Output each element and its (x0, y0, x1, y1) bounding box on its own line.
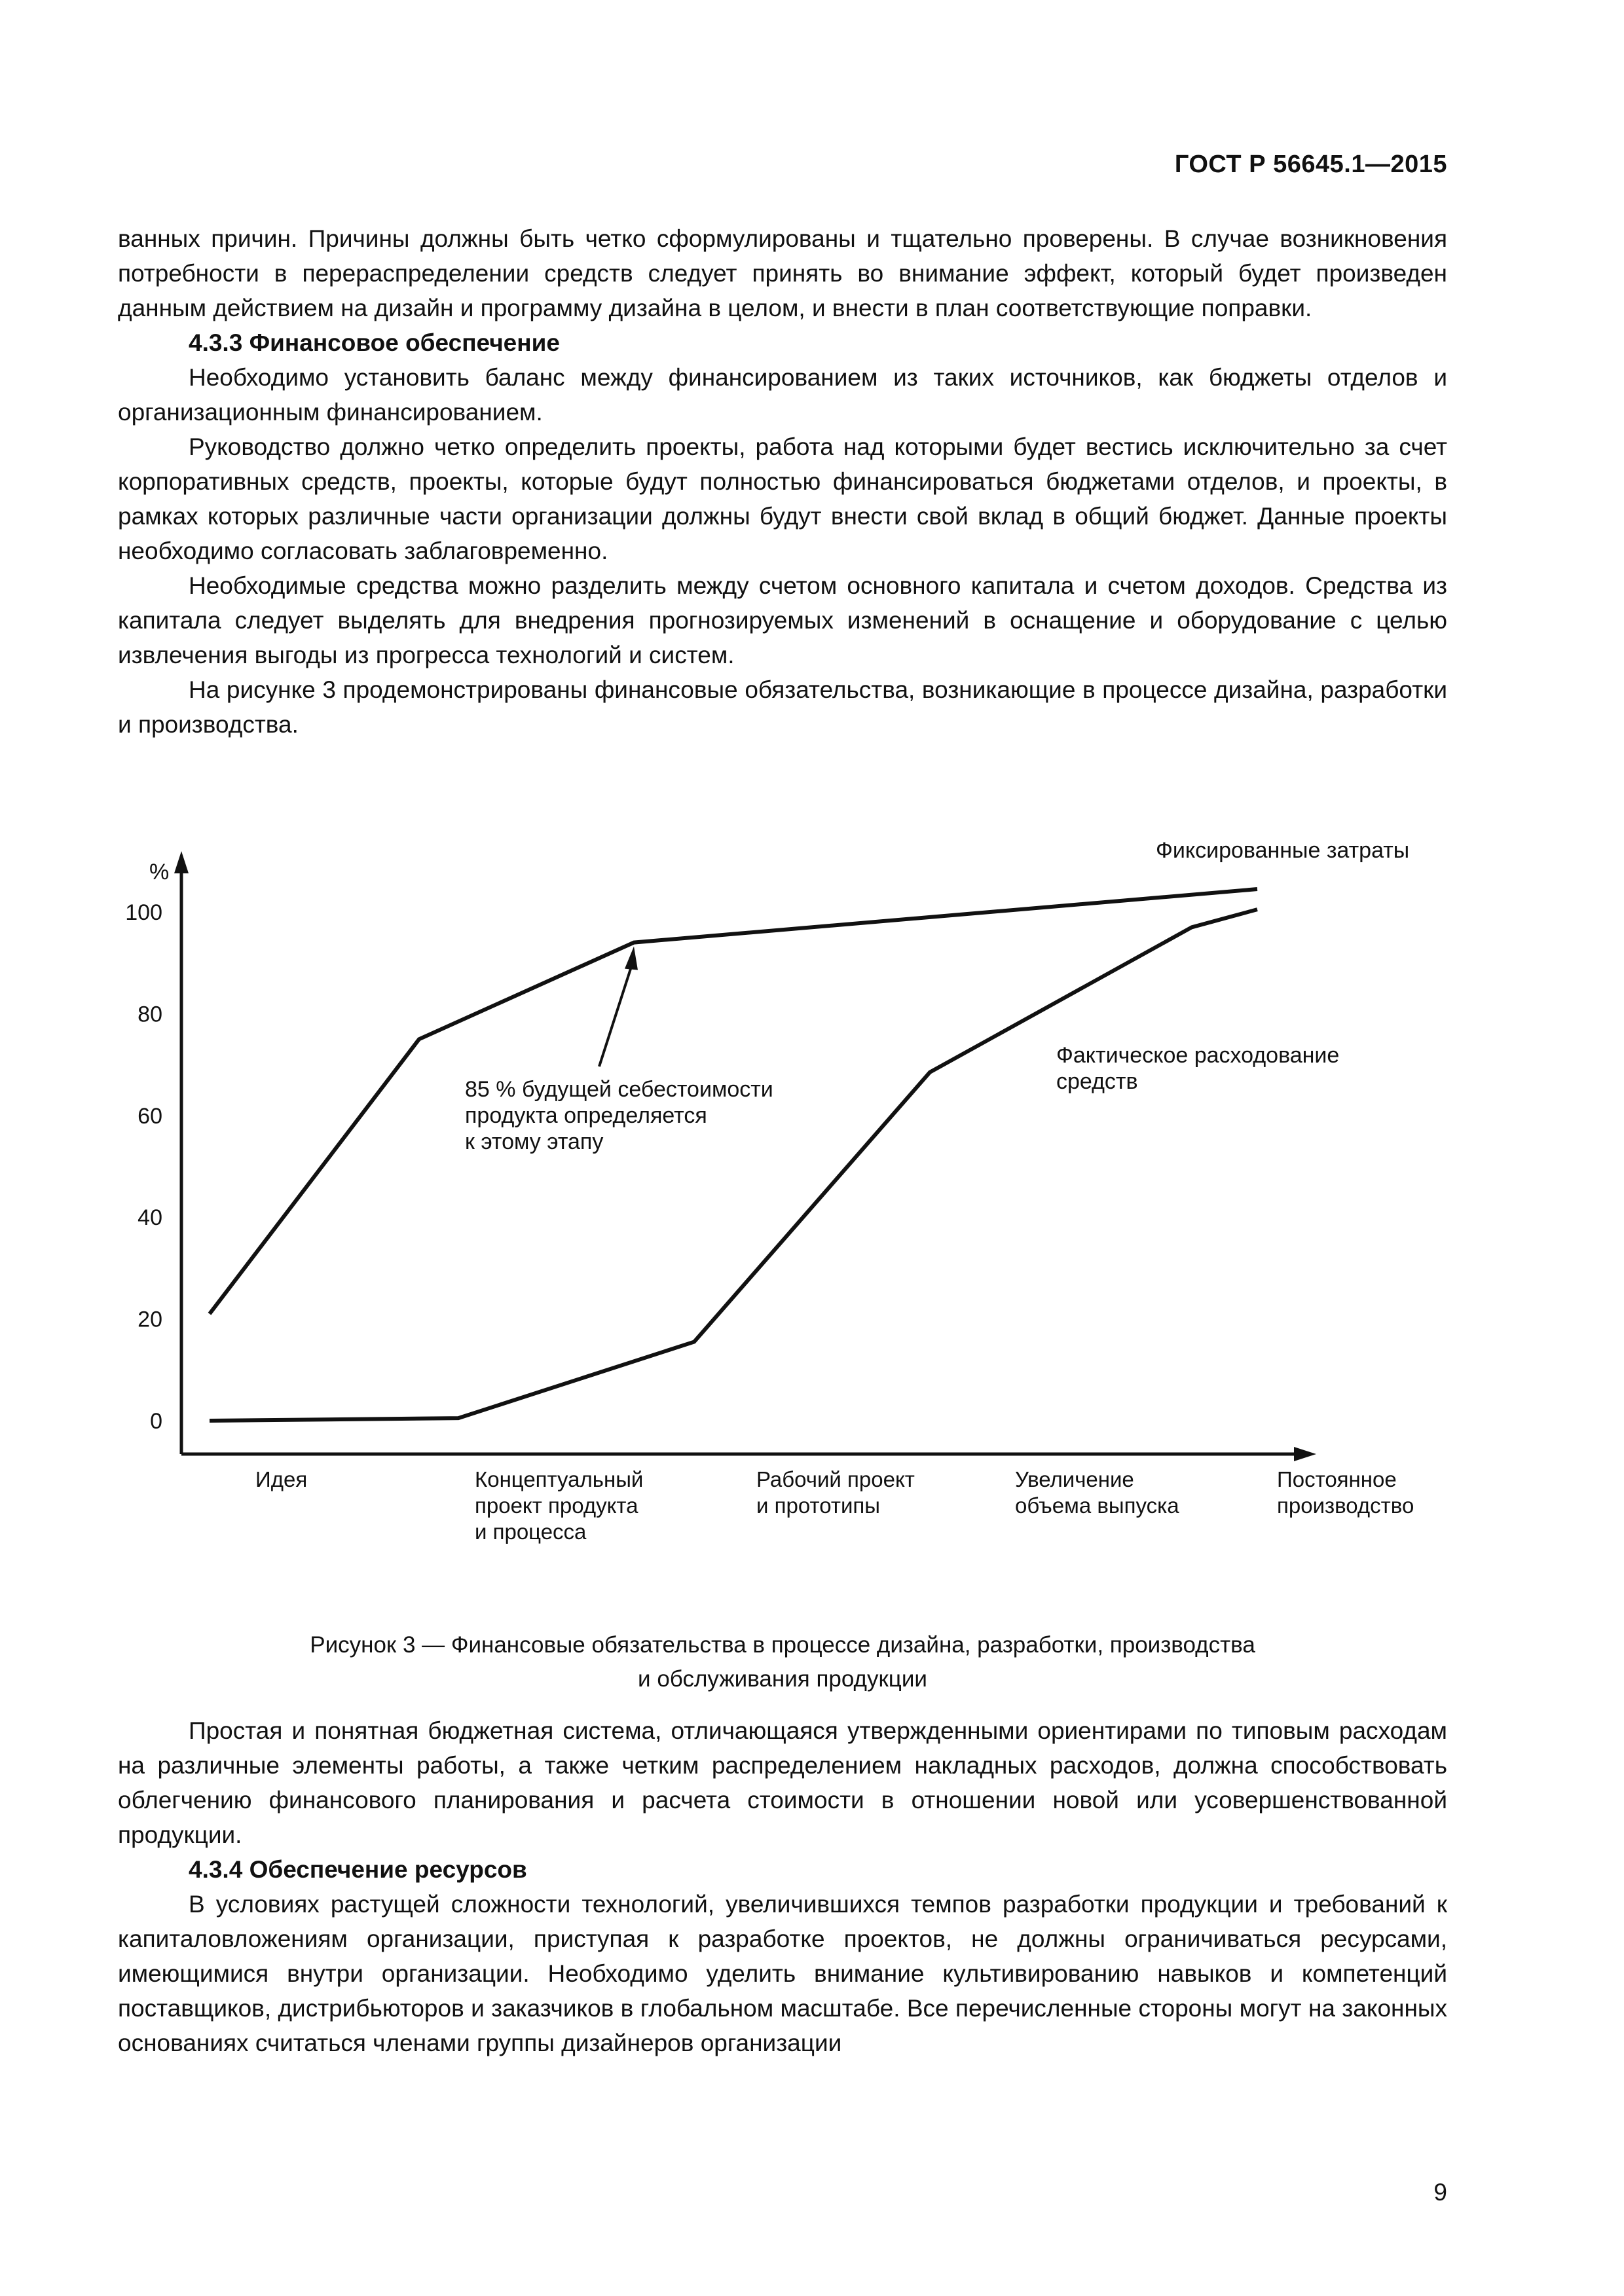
annotation-text: к этому этапу (465, 1129, 604, 1154)
x-category-label: объема выпуска (1015, 1493, 1179, 1518)
paragraph: На рисунке 3 продемонстрированы финансовые обязательства, возникающие в процессе дизайна, разработки и производства. (118, 676, 1447, 738)
paragraph: Руководство должно четко определить проекты, работа над которыми будет вестись исключительно за счет корпоративных средств, проекты, которые будут полностью финансироваться бюджетами отделов, и проекты, в рамках которых различные части организации должны будут внести свой вклад в общий бюджет. Данные проекты необходимо согласовать заблаговременно. (118, 433, 1447, 564)
text-block-bottom (118, 1713, 1447, 2060)
financial-commitments-chart (118, 802, 1447, 1588)
series-label-actual-spending: Фактическое расходование (1056, 1043, 1340, 1068)
annotation-arrowhead (625, 947, 638, 970)
text-block-top (118, 221, 1447, 742)
x-category-label: Рабочий проект (756, 1467, 915, 1491)
annotation-text: 85 % будущей себестоимости (465, 1077, 773, 1102)
y-tick-label: 80 (138, 1002, 162, 1027)
y-axis-arrowhead (174, 851, 189, 873)
x-category-label: Идея (255, 1467, 308, 1491)
x-category-label: Концептуальный (475, 1467, 644, 1491)
figure-caption-line: и обслуживания продукции (638, 1666, 927, 1692)
x-category-label: проект продукта (475, 1493, 638, 1518)
x-category-label: и процесса (475, 1520, 587, 1544)
x-category-label: Увеличение (1015, 1467, 1134, 1491)
paragraph: Необходимые средства можно разделить между счетом основного капитала и счетом доходов. Средства из капитала следует выделять для внедрения прогнозируемых изменений в оснащение и оборудование с целью извлечения выгоды из прогресса технологий и систем. (118, 572, 1447, 668)
x-category-label: Постоянное (1277, 1467, 1397, 1491)
y-tick-label: 60 (138, 1103, 162, 1129)
series-label-actual-spending: средств (1056, 1069, 1138, 1094)
page-number: 9 (1433, 2179, 1447, 2206)
y-tick-label: 0 (150, 1409, 162, 1434)
figure-3 (118, 802, 1447, 1588)
y-tick-label: 100 (125, 900, 162, 925)
x-axis-arrowhead (1294, 1447, 1316, 1461)
figure-caption-line: Рисунок 3 — Финансовые обязательства в процессе дизайна, разработки, производства (310, 1632, 1255, 1658)
series-actual-spending-line (210, 909, 1257, 1421)
series-label-fixed-costs: Фиксированные затраты (1156, 838, 1410, 863)
standard-header: ГОСТ Р 56645.1—2015 (1174, 151, 1447, 178)
section-heading-4-3-4: 4.3.4 Обеспечение ресурсов (189, 1856, 527, 1883)
annotation-text: продукта определяется (465, 1103, 707, 1128)
figure-caption (118, 1628, 1447, 1696)
annotation-arrow-line (599, 965, 632, 1066)
y-tick-label: 20 (138, 1307, 162, 1332)
paragraph: Необходимо установить баланс между финансированием из таких источников, как бюджеты отделов и организационным финансированием. (118, 364, 1447, 426)
paragraph: Простая и понятная бюджетная система, отличающаяся утвержденными ориентирами по типовым расходам на различные элементы работы, а также четким распределением накладных расходов, должна способствовать облегчению финансового планирования и расчета стоимости в отношении новой или усовершенствованной продукции. (118, 1717, 1447, 1848)
paragraph: В условиях растущей сложности технологий, увеличившихся темпов разработки продукции и требований к капиталовложениям организации, приступая к разработке проектов, не должны ограничиваться ресурсами, имеющимися внутри организации. Необходимо уделить внимание культивированию навыков и компетенций поставщиков, дистрибьюторов и заказчиков в глобальном масштабе. Все перечисленные стороны могут на законных основаниях считаться членами группы дизайнеров организации (118, 1891, 1447, 2056)
x-category-label: и прототипы (756, 1493, 880, 1518)
section-heading-4-3-3: 4.3.3 Финансовое обеспечение (189, 329, 560, 356)
y-tick-label: 40 (138, 1205, 162, 1231)
y-axis-label: % (149, 860, 170, 884)
x-category-label: производство (1277, 1493, 1414, 1518)
paragraph: ванных причин. Причины должны быть четко сформулированы и тщательно проверены. В случае возникновения потребности в перераспределении средств следует принять во внимание эффект, который будет произведен данным действием на дизайн и программу дизайна в целом, и внести в план соответствующие поправки. (118, 225, 1447, 321)
